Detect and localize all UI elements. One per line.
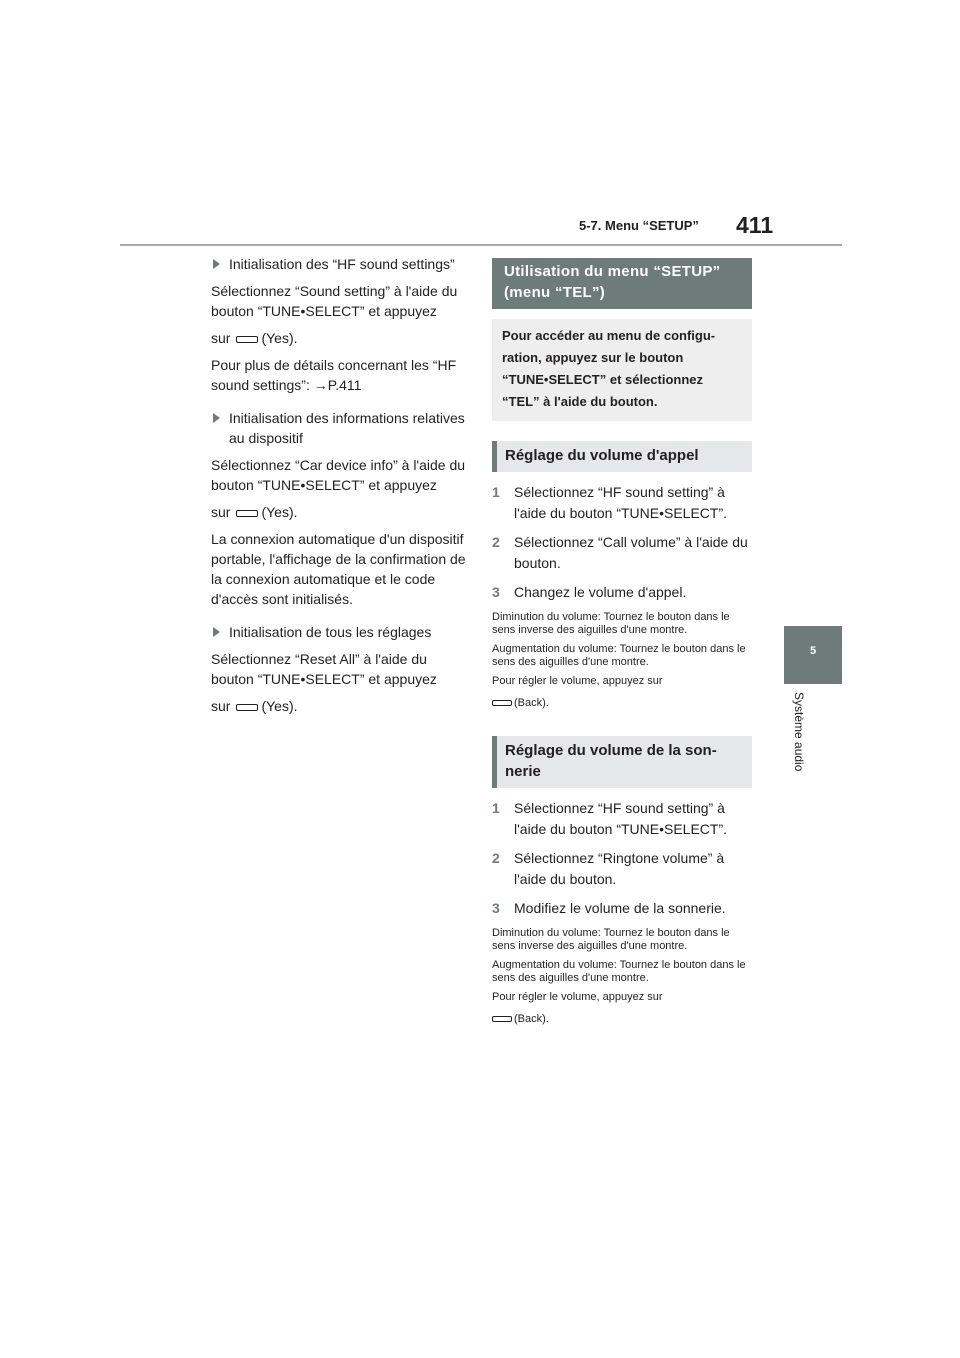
button-icon	[236, 336, 258, 343]
section-title: 5-7. Menu “SETUP”	[579, 218, 699, 233]
note-text: Augmentation du volume: Tournez le bouton dans le sens des aiguilles d'une montre.	[492, 643, 746, 668]
paragraph: Sélectionnez “Sound setting” à l'aide du bouton “TUNE•SELECT” et appuyez	[211, 283, 458, 319]
paragraph	[211, 502, 466, 522]
step-item	[492, 898, 752, 919]
bullet-heading	[211, 408, 466, 448]
triangle-bullet-icon	[213, 413, 220, 423]
step-number: 2	[492, 850, 500, 866]
back-text: (Back).	[514, 697, 549, 709]
note-text: Augmentation du volume: Tournez le bouton dans le sens des aiguilles d'une montre.	[492, 959, 746, 984]
left-column	[211, 254, 466, 723]
button-icon	[236, 704, 258, 711]
step-number: 3	[492, 584, 500, 600]
section-heading: Réglage du volume de la sonnerie	[492, 736, 752, 788]
main-heading: Utilisation du menu “SETUP” (menu “TEL”)	[492, 258, 752, 309]
step-text: Modifiez le volume de la sonnerie.	[514, 900, 726, 916]
step-number: 1	[492, 484, 500, 500]
back-text: (Back).	[514, 1013, 549, 1025]
note-text: Diminution du volume: Tournez le bouton dans le sens inverse des aiguilles d'une montre.	[492, 927, 730, 952]
section-heading: Réglage du volume d'appel	[492, 441, 752, 472]
step-text: Sélectionnez “HF sound setting” à l'aide du bouton “TUNE•SELECT”.	[514, 484, 728, 521]
paragraph	[211, 696, 466, 716]
sur-text: sur	[211, 698, 231, 714]
yes-text: (Yes).	[261, 330, 298, 346]
yes-text: (Yes).	[261, 698, 298, 714]
chapter-tab	[784, 626, 842, 684]
note-text: Diminution du volume: Tournez le bouton dans le sens inverse des aiguilles d'une montre.	[492, 611, 730, 636]
triangle-bullet-icon	[213, 259, 220, 269]
paragraph: Pour plus de détails concernant les “HF sound settings”: →P.411	[211, 357, 457, 393]
step-number: 1	[492, 800, 500, 816]
right-column	[492, 258, 752, 1026]
sur-text: sur	[211, 504, 231, 520]
step-text: Sélectionnez “Call volume” à l'aide du bouton.	[514, 534, 748, 571]
paragraph: Sélectionnez “Car device info” à l'aide du bouton “TUNE•SELECT” et appuyez	[211, 457, 466, 493]
bullet-heading-text: Initialisation des “HF sound settings”	[229, 256, 455, 272]
page-number: 411	[736, 212, 774, 238]
step-number: 3	[492, 900, 500, 916]
button-icon	[492, 1016, 512, 1022]
step-item	[492, 482, 752, 524]
paragraph: La connexion automatique d'un dispositif portable, l'affichage de la confirmation de la connexion automatique et le code d'accès sont initialisés.	[211, 531, 466, 607]
note-back	[492, 1012, 752, 1026]
chapter-title: Système audio	[792, 692, 806, 772]
step-number: 2	[492, 534, 500, 550]
button-icon	[236, 510, 258, 517]
step-item	[492, 848, 752, 890]
step-text: Sélectionnez “HF sound setting” à l'aide du bouton “TUNE•SELECT”.	[514, 800, 728, 837]
bullet-heading-text: Initialisation de tous les réglages	[229, 624, 432, 640]
header-divider	[120, 244, 842, 246]
step-text: Sélectionnez “Ringtone volume” à l'aide du bouton.	[514, 850, 725, 887]
sur-text: sur	[211, 330, 231, 346]
step-item	[492, 532, 752, 574]
paragraph	[211, 328, 466, 348]
bullet-heading	[211, 254, 466, 274]
yes-text: (Yes).	[261, 504, 298, 520]
step-text: Changez le volume d'appel.	[514, 584, 687, 600]
info-box: Pour accéder au menu de configuration, appuyez sur le bouton “TUNE•SELECT” et sélectionnez “TEL” à l'aide du bouton.	[492, 319, 752, 421]
chapter-number: 5	[809, 645, 817, 657]
triangle-bullet-icon	[213, 627, 220, 637]
note-back	[492, 696, 752, 710]
button-icon	[492, 700, 512, 706]
paragraph: Sélectionnez “Reset All” à l'aide du bouton “TUNE•SELECT” et appuyez	[211, 651, 437, 687]
bullet-heading	[211, 622, 466, 642]
note-text: Pour régler le volume, appuyez sur	[492, 675, 663, 687]
bullet-heading-text: Initialisation des informations relatives au dispositif	[229, 410, 465, 446]
note-text: Pour régler le volume, appuyez sur	[492, 991, 663, 1003]
step-item	[492, 582, 752, 603]
step-item	[492, 798, 752, 840]
